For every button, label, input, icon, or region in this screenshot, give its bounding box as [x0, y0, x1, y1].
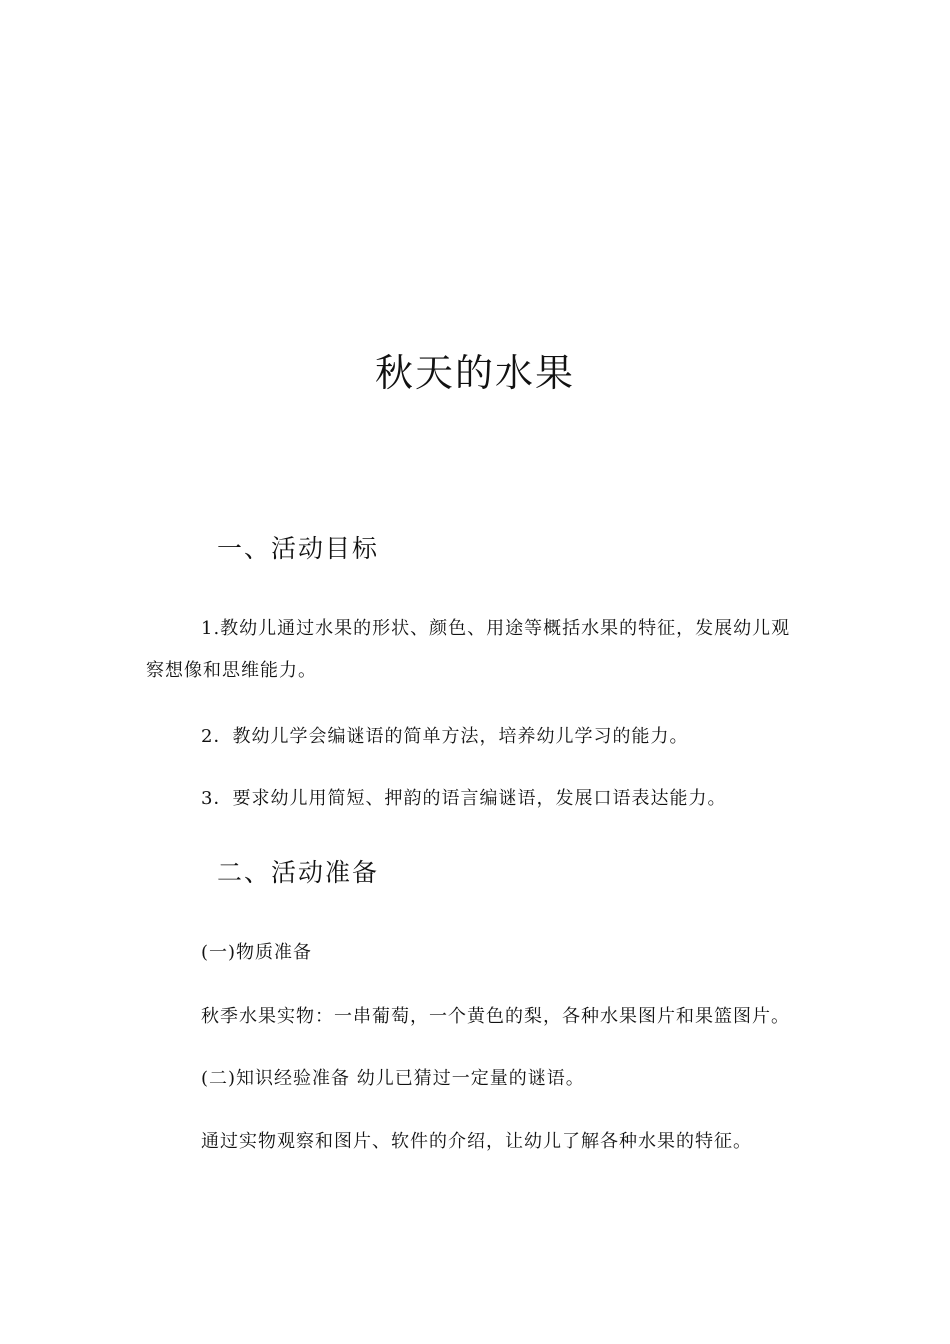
goal-item-3: 3．要求幼儿用简短、押韵的语言编谜语，发展口语表达能力。 — [201, 788, 727, 809]
goal-item-2: 2．教幼儿学会编谜语的简单方法，培养幼儿学习的能力。 — [201, 726, 689, 747]
goal-item-1-line-2: 察想像和思维能力。 — [146, 660, 317, 681]
goal-item-1 — [146, 608, 846, 692]
goal-item-1-line-1: 1.教幼儿通过水果的形状、颜色、用途等概括水果的特征，发展幼儿观 — [201, 618, 791, 639]
prep-materials-text: 秋季水果实物：一串葡萄，一个黄色的梨，各种水果图片和果篮图片。 — [201, 1006, 790, 1027]
section-heading-preparation: 二、活动准备 — [217, 858, 380, 887]
section-heading-goals: 一、活动目标 — [217, 534, 380, 563]
prep-subheading-materials: (一)物质准备 — [201, 942, 313, 963]
document-title: 秋天的水果 — [374, 351, 575, 395]
prep-subheading-knowledge: (二)知识经验准备 幼儿已猜过一定量的谜语。 — [201, 1068, 585, 1089]
prep-knowledge-text: 通过实物观察和图片、软件的介绍，让幼儿了解各种水果的特征。 — [201, 1131, 752, 1152]
